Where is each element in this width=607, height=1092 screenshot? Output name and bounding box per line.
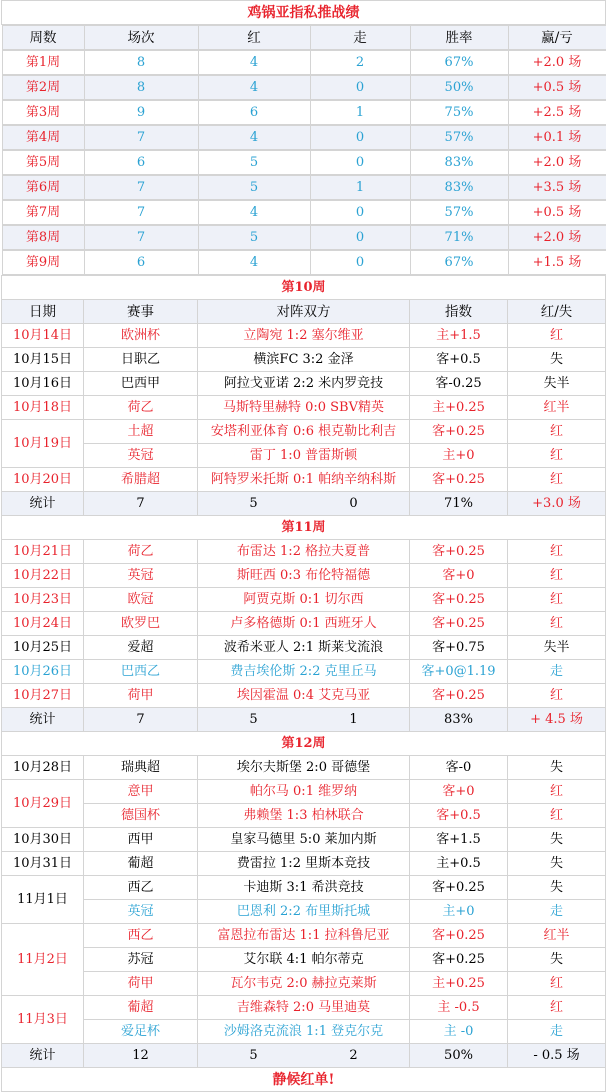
summary-cell: 8	[84, 51, 198, 75]
summary-row-cells	[2, 175, 606, 200]
summary-cell: 6	[84, 151, 198, 175]
summary-row	[2, 175, 606, 200]
match-result: 红	[508, 444, 606, 468]
match-league: 瑞典超	[84, 756, 198, 780]
match-row	[2, 1020, 606, 1044]
match-teams: 阿特罗米托斯 0:1 帕纳辛纳科斯	[198, 468, 410, 492]
summary-row-cells	[2, 200, 606, 225]
stat-profit: - 0.5 场	[508, 1044, 606, 1068]
summary-cell: 1	[310, 101, 410, 125]
match-row	[2, 780, 606, 804]
match-odds: 客+0	[410, 780, 508, 804]
summary-cell: 6	[84, 251, 198, 275]
match-teams: 瓦尔韦克 2:0 赫拉克莱斯	[198, 972, 410, 996]
match-odds: 主+0.5	[410, 852, 508, 876]
match-date: 10月14日	[2, 324, 84, 348]
match-odds: 主+0	[410, 444, 508, 468]
match-result: 红	[508, 324, 606, 348]
summary-cell: 红	[198, 26, 310, 50]
match-row	[2, 564, 606, 588]
week-label-row	[2, 732, 606, 756]
summary-row-cells	[2, 50, 606, 75]
match-odds: 客+0.75	[410, 636, 508, 660]
match-result: 失	[508, 348, 606, 372]
stat-push: 0	[349, 495, 358, 511]
match-odds: 客+0.25	[410, 540, 508, 564]
stat-rate: 50%	[410, 1044, 508, 1068]
match-date: 10月30日	[2, 828, 84, 852]
summary-cell: 7	[84, 176, 198, 200]
match-league: 希腊超	[84, 468, 198, 492]
summary-row	[2, 50, 606, 75]
summary-row-cells	[2, 125, 606, 150]
match-row	[2, 684, 606, 708]
match-odds: 客+0.25	[410, 684, 508, 708]
match-row	[2, 444, 606, 468]
summary-row	[2, 225, 606, 250]
summary-cell: 75%	[410, 101, 508, 125]
match-league: 爱超	[84, 636, 198, 660]
footer-text: 静候红单!	[2, 1068, 606, 1092]
match-league: 土超	[84, 420, 198, 444]
match-teams: 费雷拉 1:2 里斯本竞技	[198, 852, 410, 876]
match-row	[2, 348, 606, 372]
match-league: 巴西甲	[84, 372, 198, 396]
summary-cell: 7	[84, 126, 198, 150]
match-result: 红	[508, 564, 606, 588]
summary-cell: 走	[310, 26, 410, 50]
match-result: 走	[508, 660, 606, 684]
match-teams: 斯旺西 0:3 布伦特福德	[198, 564, 410, 588]
column-header: 赛事	[84, 300, 198, 324]
summary-row	[2, 75, 606, 100]
match-odds: 客-0.25	[410, 372, 508, 396]
match-row	[2, 588, 606, 612]
stat-push: 1	[349, 711, 358, 727]
match-result: 红	[508, 612, 606, 636]
match-teams: 埃尔夫斯堡 2:0 哥德堡	[198, 756, 410, 780]
match-result: 红	[508, 588, 606, 612]
match-date: 10月21日	[2, 540, 84, 564]
match-result: 红	[508, 804, 606, 828]
title-row	[2, 1, 606, 25]
match-odds: 客+0.5	[410, 804, 508, 828]
summary-cell: 83%	[410, 176, 508, 200]
summary-cell: +2.0 场	[508, 226, 606, 250]
match-teams: 布雷达 1:2 格拉夫夏普	[198, 540, 410, 564]
summary-cell: 第7周	[2, 201, 84, 225]
stat-red: 5	[249, 1047, 258, 1063]
summary-cell: 8	[84, 76, 198, 100]
summary-cell: 67%	[410, 251, 508, 275]
column-header: 对阵双方	[198, 300, 410, 324]
stat-games: 7	[84, 492, 198, 516]
summary-cell: 第2周	[2, 76, 84, 100]
summary-cell: 1	[310, 176, 410, 200]
summary-row	[2, 100, 606, 125]
match-teams: 艾尔联 4:1 帕尔蒂克	[198, 948, 410, 972]
match-odds: 客+0.5	[410, 348, 508, 372]
match-league: 英冠	[84, 444, 198, 468]
summary-row-cells	[2, 225, 606, 250]
match-odds: 主+0.25	[410, 396, 508, 420]
match-teams: 卡迪斯 3:1 希洪竞技	[198, 876, 410, 900]
match-league: 西甲	[84, 828, 198, 852]
match-odds: 客+0.25	[410, 924, 508, 948]
match-result: 红	[508, 996, 606, 1020]
week-stat-row	[2, 708, 606, 732]
summary-cell: 2	[310, 51, 410, 75]
stat-rate: 71%	[410, 492, 508, 516]
stat-red-push	[198, 1044, 410, 1068]
summary-cell: 67%	[410, 51, 508, 75]
match-odds: 主+0	[410, 900, 508, 924]
match-row	[2, 972, 606, 996]
stat-red-push	[198, 492, 410, 516]
match-date: 10月31日	[2, 852, 84, 876]
summary-cell: 7	[84, 201, 198, 225]
summary-cell: +0.1 场	[508, 126, 606, 150]
match-league: 荷乙	[84, 540, 198, 564]
match-date: 10月16日	[2, 372, 84, 396]
week-label: 第11周	[2, 516, 606, 540]
match-date: 10月20日	[2, 468, 84, 492]
summary-cell: 6	[198, 101, 310, 125]
match-teams: 波希米亚人 2:1 斯莱戈流浪	[198, 636, 410, 660]
match-date: 10月19日	[2, 420, 84, 468]
page-title: 鸡锅亚指私推战绩	[2, 1, 606, 25]
match-result: 红	[508, 780, 606, 804]
match-date: 11月3日	[2, 996, 84, 1044]
summary-cell: +2.0 场	[508, 151, 606, 175]
match-teams: 阿贾克斯 0:1 切尔西	[198, 588, 410, 612]
summary-cell: +2.0 场	[508, 51, 606, 75]
match-odds: 主 -0.5	[410, 996, 508, 1020]
summary-cell: 场次	[84, 26, 198, 50]
summary-cell: 0	[310, 151, 410, 175]
match-row	[2, 636, 606, 660]
match-teams: 费吉埃伦斯 2:2 克里丘马	[198, 660, 410, 684]
summary-cell: 5	[198, 226, 310, 250]
column-header: 日期	[2, 300, 84, 324]
summary-row-cells	[2, 250, 606, 275]
match-teams: 皇家马德里 5:0 莱加内斯	[198, 828, 410, 852]
match-result: 红半	[508, 924, 606, 948]
match-odds: 客+0.25	[410, 876, 508, 900]
footer-row	[2, 1068, 606, 1092]
match-result: 红半	[508, 396, 606, 420]
match-odds: 客+0	[410, 564, 508, 588]
summary-cell: +2.5 场	[508, 101, 606, 125]
stat-games: 7	[84, 708, 198, 732]
match-league: 欧冠	[84, 588, 198, 612]
match-league: 欧洲杯	[84, 324, 198, 348]
match-odds: 客+0.25	[410, 948, 508, 972]
match-teams: 巴恩利 2:2 布里斯托城	[198, 900, 410, 924]
match-date: 10月25日	[2, 636, 84, 660]
column-header: 红/失	[508, 300, 606, 324]
summary-cell: 第6周	[2, 176, 84, 200]
match-row	[2, 948, 606, 972]
match-league: 葡超	[84, 852, 198, 876]
match-teams: 帕尔马 0:1 维罗纳	[198, 780, 410, 804]
summary-cell: 0	[310, 126, 410, 150]
match-league: 荷乙	[84, 396, 198, 420]
match-row	[2, 804, 606, 828]
match-teams: 富恩拉布雷达 1:1 拉科鲁尼亚	[198, 924, 410, 948]
match-odds: 客+0.25	[410, 468, 508, 492]
stat-label: 统计	[2, 708, 84, 732]
match-teams: 埃因霍温 0:4 艾克马亚	[198, 684, 410, 708]
summary-cell: 0	[310, 226, 410, 250]
match-date: 10月24日	[2, 612, 84, 636]
match-result: 走	[508, 900, 606, 924]
week-label-row	[2, 516, 606, 540]
match-odds: 客+0.25	[410, 612, 508, 636]
match-row	[2, 852, 606, 876]
week-header-row	[2, 300, 606, 324]
week-stat-row	[2, 492, 606, 516]
stat-games: 12	[84, 1044, 198, 1068]
summary-header-row	[2, 25, 606, 51]
match-row	[2, 372, 606, 396]
match-odds: 主+1.5	[410, 324, 508, 348]
match-result: 失半	[508, 372, 606, 396]
match-odds: 客+0.25	[410, 420, 508, 444]
summary-cell: 周数	[2, 26, 84, 50]
summary-cell: 4	[198, 126, 310, 150]
summary-cell: 5	[198, 151, 310, 175]
match-date: 10月15日	[2, 348, 84, 372]
match-row	[2, 900, 606, 924]
match-date: 10月18日	[2, 396, 84, 420]
match-league: 意甲	[84, 780, 198, 804]
match-odds: 客+0.25	[410, 588, 508, 612]
match-odds: 客+1.5	[410, 828, 508, 852]
match-date: 11月2日	[2, 924, 84, 996]
week-label-row	[2, 276, 606, 300]
summary-cell: 57%	[410, 126, 508, 150]
match-league: 巴西乙	[84, 660, 198, 684]
match-league: 爱足杯	[84, 1020, 198, 1044]
match-teams: 弗赖堡 1:3 柏林联合	[198, 804, 410, 828]
match-result: 失半	[508, 636, 606, 660]
summary-cell: 第4周	[2, 126, 84, 150]
summary-cell: 4	[198, 201, 310, 225]
match-result: 失	[508, 948, 606, 972]
record-table-body	[2, 1, 606, 1092]
summary-header-row-cells	[2, 25, 606, 50]
match-row	[2, 420, 606, 444]
match-league: 西乙	[84, 924, 198, 948]
summary-cell: 0	[310, 76, 410, 100]
match-odds: 主+0.25	[410, 972, 508, 996]
match-league: 葡超	[84, 996, 198, 1020]
stat-label: 统计	[2, 492, 84, 516]
match-teams: 马斯特里赫特 0:0 SBV精英	[198, 396, 410, 420]
match-teams: 安塔利亚体育 0:6 根克勒比利吉	[198, 420, 410, 444]
week-label: 第12周	[2, 732, 606, 756]
match-teams: 吉维森特 2:0 马里迪莫	[198, 996, 410, 1020]
match-result: 红	[508, 540, 606, 564]
stat-profit: +3.0 场	[508, 492, 606, 516]
match-date: 10月23日	[2, 588, 84, 612]
match-result: 走	[508, 1020, 606, 1044]
match-date: 10月22日	[2, 564, 84, 588]
match-teams: 阿拉戈亚诺 2:2 米内罗竞技	[198, 372, 410, 396]
stat-red: 5	[249, 495, 258, 511]
summary-cell: 9	[84, 101, 198, 125]
match-result: 红	[508, 684, 606, 708]
summary-cell: 0	[310, 251, 410, 275]
match-league: 荷甲	[84, 972, 198, 996]
match-row	[2, 396, 606, 420]
summary-cell: +0.5 场	[508, 201, 606, 225]
match-row	[2, 612, 606, 636]
match-row	[2, 660, 606, 684]
stat-red-push	[198, 708, 410, 732]
match-result: 红	[508, 972, 606, 996]
summary-cell: 第5周	[2, 151, 84, 175]
match-league: 英冠	[84, 900, 198, 924]
match-league: 西乙	[84, 876, 198, 900]
match-teams: 卢多格德斯 0:1 西班牙人	[198, 612, 410, 636]
match-teams: 雷丁 1:0 普雷斯顿	[198, 444, 410, 468]
match-date: 10月26日	[2, 660, 84, 684]
match-result: 失	[508, 828, 606, 852]
stat-profit: + 4.5 场	[508, 708, 606, 732]
match-league: 日职乙	[84, 348, 198, 372]
match-row	[2, 324, 606, 348]
summary-cell: 胜率	[410, 26, 508, 50]
match-date: 10月28日	[2, 756, 84, 780]
match-league: 欧罗巴	[84, 612, 198, 636]
match-result: 失	[508, 852, 606, 876]
match-teams: 横滨FC 3:2 金泽	[198, 348, 410, 372]
match-teams: 立陶宛 1:2 塞尔维亚	[198, 324, 410, 348]
summary-cell: +1.5 场	[508, 251, 606, 275]
summary-row-cells	[2, 75, 606, 100]
summary-cell: 第3周	[2, 101, 84, 125]
summary-cell: 57%	[410, 201, 508, 225]
summary-cell: +3.5 场	[508, 176, 606, 200]
summary-cell: 第8周	[2, 226, 84, 250]
summary-cell: 50%	[410, 76, 508, 100]
match-odds: 客-0	[410, 756, 508, 780]
match-odds: 客+0@1.19	[410, 660, 508, 684]
match-row	[2, 924, 606, 948]
summary-cell: 4	[198, 51, 310, 75]
match-row	[2, 828, 606, 852]
summary-row	[2, 250, 606, 276]
match-result: 红	[508, 468, 606, 492]
record-table	[1, 0, 606, 1092]
summary-cell: 第1周	[2, 51, 84, 75]
match-league: 英冠	[84, 564, 198, 588]
match-row	[2, 756, 606, 780]
summary-row	[2, 125, 606, 150]
match-date: 10月29日	[2, 780, 84, 828]
match-row	[2, 468, 606, 492]
week-label: 第10周	[2, 276, 606, 300]
match-date: 10月27日	[2, 684, 84, 708]
summary-cell: 0	[310, 201, 410, 225]
summary-cell: 5	[198, 176, 310, 200]
summary-cell: 7	[84, 226, 198, 250]
match-odds: 主 -0	[410, 1020, 508, 1044]
summary-row-cells	[2, 150, 606, 175]
match-league: 德国杯	[84, 804, 198, 828]
summary-cell: 83%	[410, 151, 508, 175]
stat-push: 2	[349, 1047, 358, 1063]
match-row	[2, 996, 606, 1020]
summary-cell: 第9周	[2, 251, 84, 275]
stat-rate: 83%	[410, 708, 508, 732]
summary-cell: 4	[198, 251, 310, 275]
match-league: 苏冠	[84, 948, 198, 972]
summary-cell: 赢/亏	[508, 26, 606, 50]
match-result: 失	[508, 756, 606, 780]
match-teams: 沙姆洛克流浪 1:1 登克尔克	[198, 1020, 410, 1044]
match-league: 荷甲	[84, 684, 198, 708]
summary-row-cells	[2, 100, 606, 125]
summary-row	[2, 150, 606, 175]
stat-label: 统计	[2, 1044, 84, 1068]
match-row	[2, 540, 606, 564]
match-date: 11月1日	[2, 876, 84, 924]
summary-row	[2, 200, 606, 225]
match-row	[2, 876, 606, 900]
summary-cell: 4	[198, 76, 310, 100]
match-result: 红	[508, 420, 606, 444]
week-stat-row	[2, 1044, 606, 1068]
match-result: 失	[508, 876, 606, 900]
stat-red: 5	[249, 711, 258, 727]
column-header: 指数	[410, 300, 508, 324]
summary-cell: 71%	[410, 226, 508, 250]
summary-cell: +0.5 场	[508, 76, 606, 100]
